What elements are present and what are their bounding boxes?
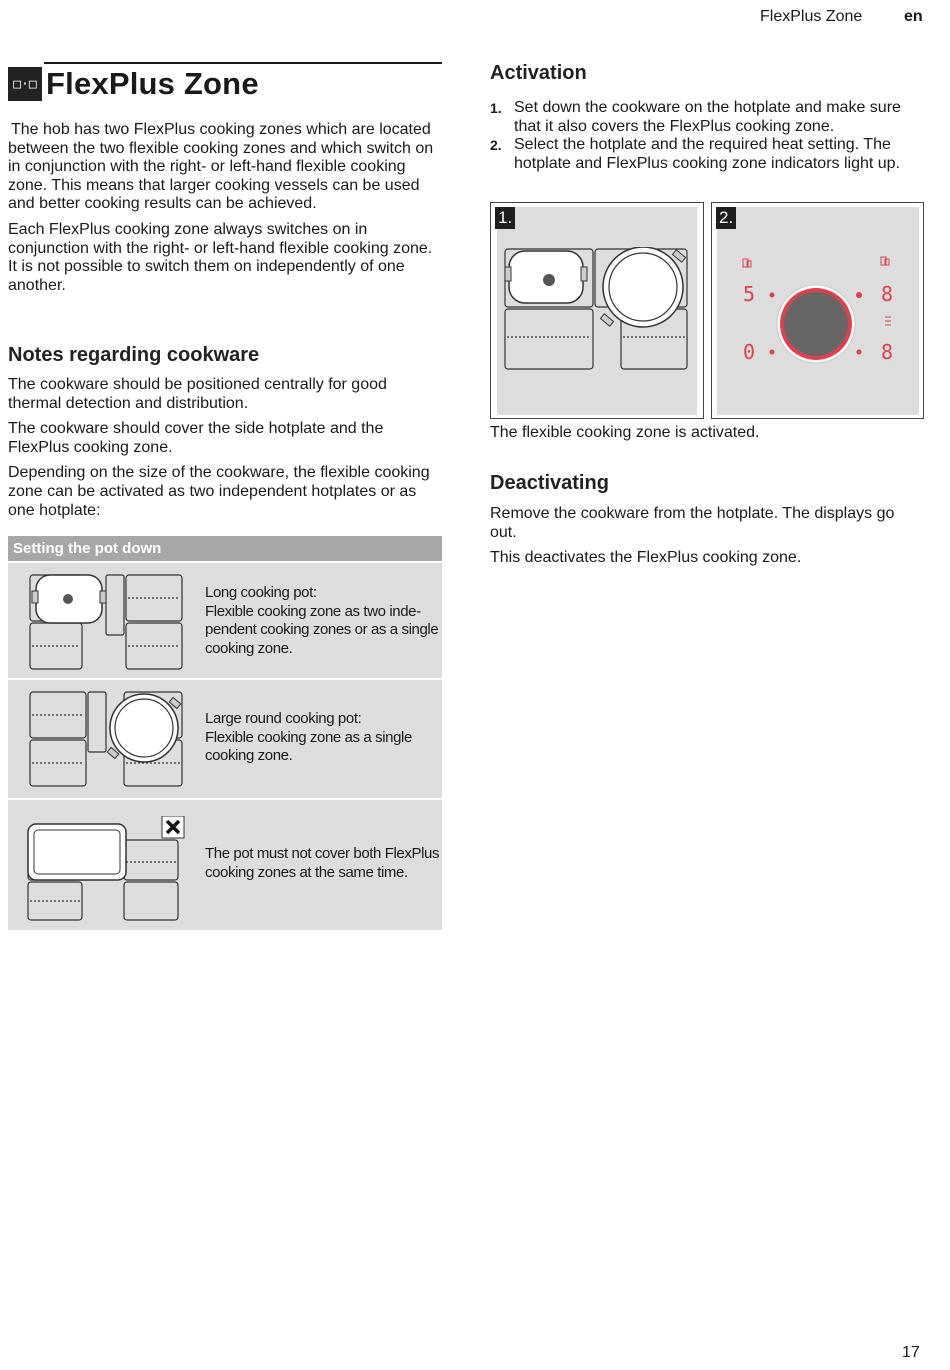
- display-digit: 5: [743, 282, 756, 306]
- step-number: 1.: [490, 100, 502, 116]
- row-text-line: Long cooking pot:: [205, 584, 317, 601]
- intro-paragraph: Each FlexPlus cooking zone always switches on in conjunction with the right- or left-hand flexible cooking zone. It is not possible to switch them on independently of one another.: [8, 220, 433, 294]
- display-digit: 0: [743, 340, 756, 364]
- activation-figure-2: [711, 202, 924, 419]
- notes-paragraph: Depending on the size of the cookware, the flexible cooking zone can be activated as two independent hotplates or as one hotplate:: [8, 464, 430, 519]
- page-number: 17: [902, 1344, 920, 1361]
- table-row: [8, 561, 442, 678]
- figure-caption: [490, 424, 922, 443]
- row-text-line: cooking zones at the same time.: [205, 863, 408, 881]
- display-digit: 8: [881, 340, 894, 364]
- pot-placement-table: [8, 536, 442, 930]
- row-text-line: pendent cooking zones or as a single: [205, 621, 439, 639]
- deactivating-heading: Deactivating: [490, 472, 609, 494]
- incorrect-placement-diagram: [26, 816, 198, 922]
- activation-caption: The flexible cooking zone is activated.: [490, 424, 760, 441]
- notes-section: [8, 344, 442, 520]
- title-rule: [44, 62, 442, 64]
- notes-heading: Notes regarding cookware: [8, 344, 260, 366]
- round-pot-diagram: [28, 690, 188, 790]
- display-digit: 8: [881, 282, 894, 306]
- page-title-block: [8, 62, 442, 102]
- notes-paragraph: The cookware should be positioned centrally for good thermal detection and distribution.: [8, 376, 387, 412]
- row-text-line: Large round cooking pot:: [205, 710, 362, 727]
- intro-paragraph: The hob has two FlexPlus cooking zones which are located between the two flexible cooking zones and which switch on in conjunction with the right- or left-hand flexible cooking zone. This means that larger cooking vessels can be used and better cooking results can be achieved.: [8, 121, 434, 213]
- running-header-language: en: [904, 8, 923, 25]
- table-row: [8, 798, 442, 930]
- row-text-line: cooking zone.: [205, 639, 293, 657]
- step-text: Select the hotplate and the required heat setting. The hotplate and FlexPlus cooking zone indicators light up.: [514, 136, 901, 172]
- table-header: Setting the pot down: [8, 536, 442, 561]
- flexplus-zone-icon: □·□: [8, 67, 42, 101]
- deactivating-paragraph: This deactivates the FlexPlus cooking zone.: [490, 549, 802, 567]
- activation-heading: Activation: [490, 62, 587, 84]
- control-panel-diagram: [717, 238, 919, 368]
- notes-paragraph: The cookware should cover the side hotplate and the FlexPlus cooking zone.: [8, 420, 384, 456]
- activation-steps: [490, 99, 922, 173]
- step-text: Set down the cookware on the hotplate and make sure that it also covers the FlexPlus cooking zone.: [514, 99, 901, 135]
- long-pot-diagram: [28, 573, 188, 673]
- list-item: [490, 136, 922, 173]
- figure-label: 1.: [495, 207, 515, 229]
- row-text-line: Flexible cooking zone as a single: [205, 728, 412, 746]
- row-text-line: Flexible cooking zone as two inde-: [205, 602, 421, 620]
- intro-section: [8, 121, 442, 295]
- step-number: 2.: [490, 137, 502, 154]
- row-text-line: The pot must not cover both FlexPlus: [205, 845, 440, 862]
- running-header-section: FlexPlus Zone: [760, 8, 863, 25]
- activation-figure-1: [490, 202, 704, 419]
- activation-section: [490, 62, 922, 173]
- list-item: [490, 99, 922, 136]
- table-row: [8, 678, 442, 798]
- figure-label: 2.: [716, 207, 736, 229]
- deactivating-paragraph: Remove the cookware from the hotplate. The displays go out.: [490, 505, 895, 541]
- page-title: FlexPlus Zone: [46, 66, 259, 101]
- deactivating-section: [490, 472, 922, 568]
- row-text-line: cooking zone.: [205, 747, 293, 765]
- hob-with-pots-diagram: [503, 247, 693, 372]
